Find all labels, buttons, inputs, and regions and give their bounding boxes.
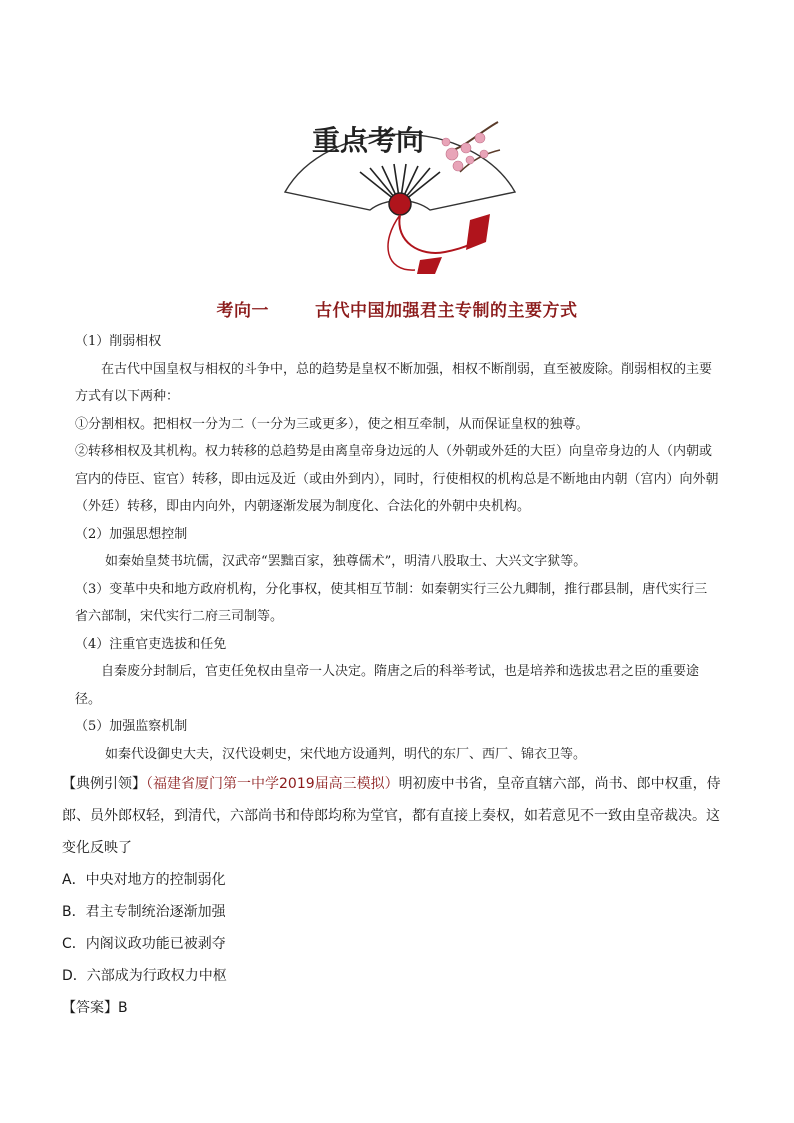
section-title: 古代中国加强君主专制的主要方式	[315, 301, 578, 321]
point-1-text: 在古代中国皇权与相权的斗争中，总的趋势是皇权不断加强，相权不断削弱，直至被废除。削弱相权的主要方式有以下两种：	[75, 361, 713, 404]
point-4-text: 自秦废分封制后，官吏任免权由皇帝一人决定。隋唐之后的科举考试，也是培养和选拔忠君之臣的重要途径。	[75, 664, 700, 707]
fan-illustration	[270, 92, 530, 282]
question-tag: 【典例引领】	[62, 776, 146, 792]
question-source: （福建省厦门第一中学2019届高三模拟）	[146, 776, 399, 792]
section-heading	[0, 296, 794, 321]
point-5-text: 如秦代设御史大夫，汉代设刺史，宋代地方设通判，明代的东厂、西厂、锦衣卫等。	[105, 746, 587, 762]
answer-value: B	[118, 1000, 128, 1016]
option-a: A．中央对地方的控制弱化	[62, 872, 226, 888]
answer-line	[62, 992, 732, 1024]
point-5-heading: （5）加强监察机制	[75, 719, 188, 734]
point-1-a: ①分割相权。把相权一分为二（一分为三或更多），使之相互牵制，从而保证皇权的独尊。	[75, 416, 589, 432]
point-2-text: 如秦始皇焚书坑儒，汉武帝“罢黜百家，独尊儒术”，明清八股取士、大兴文字狱等。	[105, 554, 587, 569]
point-1-b: ②转移相权及其机构。权力转移的总趋势是由离皇帝身边远的人（外朝或外廷的大臣）向皇帝身边的人（内朝或宫内的侍臣、宦官）转移，即由远及近（或由外到内），同时，行使相权的机构总是不断地由内朝（宫内）向外朝（外廷）转移，即由内向外，内朝逐渐发展为制度化、合法化的外朝中央机构。	[75, 444, 719, 514]
question-stem-line	[62, 768, 732, 864]
point-4-heading: （4）注重官吏选拔和任免	[75, 636, 227, 652]
option-d: D．六部成为行政权力中枢	[62, 968, 227, 984]
content-body	[75, 328, 720, 768]
point-2-heading: （2）加强思想控制	[75, 526, 188, 542]
section-label: 考向一	[216, 301, 269, 321]
question-stem: 明初废中书省，皇帝直辖六部，尚书、郎中权重，侍郎、员外郎权轻，到清代，六部尚书和侍郎均称为堂官，都有直接上奏权，如若意见不一致由皇帝裁决。这变化反映了	[62, 776, 721, 856]
option-b: B．君主专制统治逐渐加强	[62, 904, 226, 920]
fan-banner	[270, 92, 530, 282]
point-3-text: （3）变革中央和地方政府机构，分化事权，使其相互节制：如秦朝实行三公九卿制，推行郡县制，唐代实行三省六部制，宋代实行二府三司制等。	[75, 581, 708, 624]
option-c: C．内阁议政功能已被剥夺	[62, 936, 226, 952]
answer-label: 【答案】	[62, 1000, 118, 1016]
point-1-heading: （1）削弱相权	[75, 334, 162, 349]
banner-text: 重点考向	[312, 124, 425, 157]
example-question	[62, 768, 732, 1024]
